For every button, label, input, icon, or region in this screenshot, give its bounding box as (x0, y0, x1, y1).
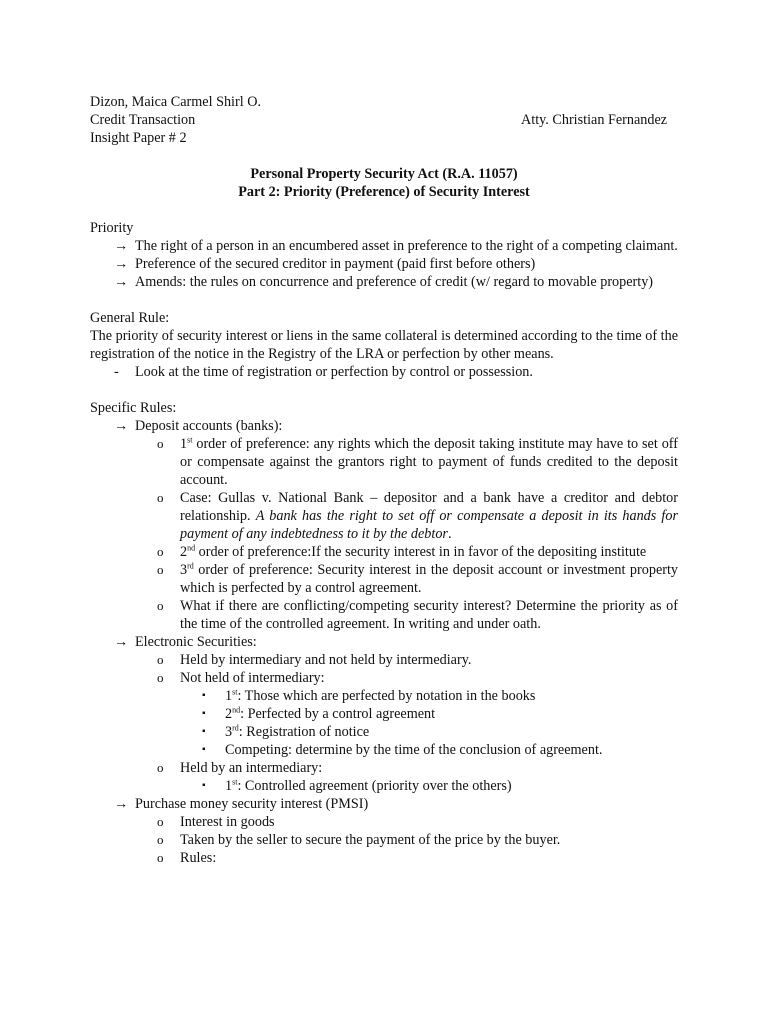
list-item: → Amends: the rules on concurrence and preference of credit (w/ regard to movable property) (114, 274, 654, 290)
list-item: o 3rd order of preference: Security interest in the deposit account or investment property which is perfected by a control agreement. (157, 561, 678, 596)
arrow-bullet-icon: → (114, 256, 129, 272)
square-bullet-icon: ▪ (202, 744, 206, 755)
list-item: ▪ 1st: Those which are perfected by notation in the books (202, 687, 536, 704)
specific-rules-heading: Specific Rules: (90, 400, 177, 416)
author-name: Dizon, Maica Carmel Shirl O. (90, 94, 261, 110)
paper-label: Insight Paper # 2 (90, 130, 187, 146)
list-item: → Electronic Securities: (114, 634, 257, 650)
arrow-bullet-icon: → (114, 796, 129, 812)
arrow-bullet-icon: → (114, 238, 129, 254)
circle-bullet-icon: o (157, 760, 164, 775)
circle-bullet-icon: o (157, 850, 164, 865)
circle-bullet-icon: o (157, 436, 164, 451)
circle-bullet-icon: o (157, 670, 164, 685)
general-rule-text: The priority of security interest or liens in the same collateral is determined according to the time of the registration of the notice in the Registry of the LRA or perfection by other means. (90, 328, 678, 362)
list-item: o Not held of intermediary: (157, 670, 325, 686)
list-item: o Interest in goods (157, 814, 275, 830)
list-item: - Look at the time of registration or perfection by control or possession. (114, 364, 533, 380)
list-item: o 1st order of preference: any rights which the deposit taking institute may have to set off or compensate against the grantors right to payment of funds credited to the deposit account. (157, 435, 678, 488)
list-item: ▪ 2nd: Perfected by a control agreement (202, 705, 436, 722)
circle-bullet-icon: o (157, 544, 164, 559)
list-item: ▪ 1st: Controlled agreement (priority over the others) (202, 777, 512, 794)
list-item: o Taken by the seller to secure the payment of the price by the buyer. (157, 832, 561, 848)
square-bullet-icon: ▪ (202, 708, 206, 719)
list-item: → Deposit accounts (banks): (114, 418, 283, 434)
list-item: o Held by intermediary and not held by intermediary. (157, 652, 472, 668)
list-item: o What if there are conflicting/competing security interest? Determine the priority as of the time of the controlled agreement. In writing and under oath. (157, 598, 678, 632)
list-item: o Case: Gullas v. National Bank – depositor and a bank have a creditor and debtor relationship. A bank has the right to set off or compensate a deposit in its hands for payment of any indebtedness to it by the debtor. (157, 490, 678, 542)
arrow-bullet-icon: → (114, 274, 129, 290)
priority-heading: Priority (90, 220, 134, 236)
list-item: o Rules: (157, 850, 217, 866)
circle-bullet-icon: o (157, 832, 164, 847)
document-content (90, 93, 678, 867)
document-subtitle: Part 2: Priority (Preference) of Security Interest (238, 184, 530, 200)
list-item: ▪ 3rd: Registration of notice (202, 723, 370, 740)
list-item: ▪ Competing: determine by the time of the conclusion of agreement. (202, 742, 603, 758)
square-bullet-icon: ▪ (202, 690, 206, 701)
list-item: o Held by an intermediary: (157, 760, 323, 776)
circle-bullet-icon: o (157, 490, 164, 505)
list-item: → The right of a person in an encumbered asset in preference to the right of a competing claimant. (114, 238, 678, 254)
circle-bullet-icon: o (157, 652, 164, 667)
course-row (90, 111, 678, 129)
square-bullet-icon: ▪ (202, 726, 206, 737)
arrow-bullet-icon: → (114, 634, 129, 650)
circle-bullet-icon: o (157, 562, 164, 577)
list-item: o 2nd order of preference:If the security interest in in favor of the depositing institute (157, 543, 647, 560)
list-item: → Preference of the secured creditor in payment (paid first before others) (114, 256, 536, 272)
general-rule-heading: General Rule: (90, 310, 170, 326)
list-item: → Purchase money security interest (PMSI) (114, 796, 369, 812)
circle-bullet-icon: o (157, 814, 164, 829)
square-bullet-icon: ▪ (202, 780, 206, 791)
instructor-name: Atty. Christian Fernandez (521, 112, 668, 128)
arrow-bullet-icon: → (114, 418, 129, 434)
document-title: Personal Property Security Act (R.A. 11057) (250, 166, 518, 182)
circle-bullet-icon: o (157, 598, 164, 613)
course-name: Credit Transaction (90, 112, 196, 128)
dash-bullet-icon: - (114, 364, 119, 380)
